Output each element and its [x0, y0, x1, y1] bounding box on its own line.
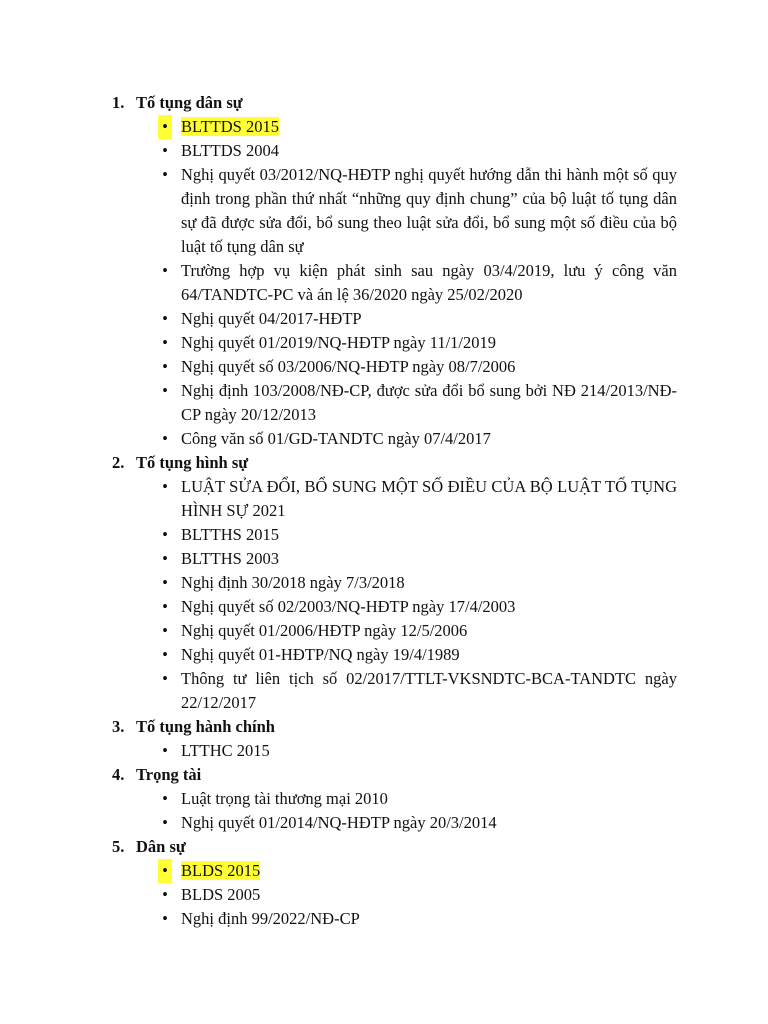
bullet-icon: •: [162, 357, 168, 376]
section-title: Tố tụng dân sự: [136, 93, 243, 112]
section-heading: [0, 835, 768, 859]
section-title: Tố tụng hình sự: [136, 453, 249, 472]
bullet-icon: •: [162, 333, 168, 352]
list-item-text: BLDS 2005: [181, 885, 261, 904]
list-item-text: Luật trọng tài thương mại 2010: [181, 789, 388, 808]
list-item-text: Nghị định 99/2022/NĐ-CP: [181, 909, 360, 928]
list-item: [0, 643, 768, 667]
section-number: 2.: [112, 453, 125, 472]
list-item-text: Nghị quyết 01/2014/NQ-HĐTP ngày 20/3/2014: [181, 813, 497, 832]
list-item: [0, 859, 768, 883]
bullet-icon: •: [162, 261, 168, 280]
list-item: [0, 883, 768, 907]
list-item-text: Nghị quyết 04/2017-HĐTP: [181, 309, 362, 328]
list-item-text: Nghị định 103/2008/NĐ-CP, được sửa đổi bổ sung bởi NĐ 214/2013/NĐ-CP ngày 20/12/2013: [181, 381, 677, 424]
list-item-text: Nghị quyết 01/2006/HĐTP ngày 12/5/2006: [181, 621, 468, 640]
list-item-text: BLDS 2015: [181, 861, 261, 880]
list-item-text: Công văn số 01/GD-TANDTC ngày 07/4/2017: [181, 429, 491, 448]
section-title: Dân sự: [136, 837, 186, 856]
bullet-icon: •: [162, 789, 168, 808]
bullet-icon: •: [162, 165, 168, 184]
bullet-icon: •: [162, 573, 168, 592]
list-item-text: Nghị quyết 03/2012/NQ-HĐTP nghị quyết hướng dẫn thi hành một số quy định trong phần thứ nhất “những quy định chung” của bộ luật tố tụng dân sự đã được sửa đổi, bổ sung theo luật sửa đổi, bổ sung một số điều của bộ luật tố tụng dân sự: [181, 165, 677, 256]
list-item: [0, 163, 768, 259]
bullet-icon: •: [162, 741, 168, 760]
bullet-icon: •: [162, 909, 168, 928]
list-item-text: BLTTHS 2015: [181, 525, 279, 544]
list-item-text: Thông tư liên tịch số 02/2017/TTLT-VKSNDTC-BCA-TANDTC ngày 22/12/2017: [181, 669, 677, 712]
section-number: 3.: [112, 717, 125, 736]
list-item: [0, 259, 768, 307]
list-item: [0, 739, 768, 763]
section-heading: [0, 91, 768, 115]
section-number: 5.: [112, 837, 125, 856]
bullet-icon: •: [158, 859, 172, 883]
list-item: [0, 427, 768, 451]
bullet-icon: •: [162, 309, 168, 328]
bullet-icon: •: [162, 645, 168, 664]
list-item-text: BLTTDS 2004: [181, 141, 279, 160]
bullet-icon: •: [162, 597, 168, 616]
bullet-icon: •: [162, 477, 168, 496]
list-item-text: BLTTHS 2003: [181, 549, 279, 568]
list-item: [0, 619, 768, 643]
list-item: [0, 667, 768, 715]
bullet-icon: •: [162, 429, 168, 448]
bullet-icon: •: [162, 621, 168, 640]
list-item-text: Nghị quyết số 02/2003/NQ-HĐTP ngày 17/4/2003: [181, 597, 516, 616]
list-item: [0, 571, 768, 595]
document-page: [0, 91, 768, 931]
list-item-text: BLTTDS 2015: [181, 117, 279, 136]
list-item: [0, 787, 768, 811]
list-item-text: Nghị quyết 01-HĐTP/NQ ngày 19/4/1989: [181, 645, 460, 664]
bullet-icon: •: [162, 549, 168, 568]
list-item: [0, 331, 768, 355]
list-item-text: LUẬT SỬA ĐỔI, BỔ SUNG MỘT SỐ ĐIỀU CỦA BỘ LUẬT TỐ TỤNG HÌNH SỰ 2021: [181, 477, 677, 520]
section-number: 4.: [112, 765, 125, 784]
list-item-text: Nghị quyết 01/2019/NQ-HĐTP ngày 11/1/2019: [181, 333, 497, 352]
list-item: [0, 907, 768, 931]
list-item: [0, 523, 768, 547]
bullet-icon: •: [158, 115, 172, 139]
list-item-text: Nghị định 30/2018 ngày 7/3/2018: [181, 573, 405, 592]
list-item-text: Nghị quyết số 03/2006/NQ-HĐTP ngày 08/7/2006: [181, 357, 516, 376]
section-heading: [0, 715, 768, 739]
bullet-icon: •: [162, 813, 168, 832]
list-item: [0, 475, 768, 523]
bullet-icon: •: [162, 381, 168, 400]
section-heading: [0, 451, 768, 475]
list-item: [0, 355, 768, 379]
section-heading: [0, 763, 768, 787]
bullet-icon: •: [162, 525, 168, 544]
list-item: [0, 307, 768, 331]
section-title: Trọng tài: [136, 765, 202, 784]
list-item: [0, 115, 768, 139]
section-title: Tố tụng hành chính: [136, 717, 275, 736]
list-item: [0, 139, 768, 163]
list-item: [0, 595, 768, 619]
list-item: [0, 379, 768, 427]
section-number: 1.: [112, 93, 125, 112]
list-item-text: Trường hợp vụ kiện phát sinh sau ngày 03/4/2019, lưu ý công văn 64/TANDTC-PC và án lệ 36/2020 ngày 25/02/2020: [181, 261, 677, 304]
list-item-text: LTTHC 2015: [181, 741, 270, 760]
list-item: [0, 811, 768, 835]
bullet-icon: •: [162, 885, 168, 904]
list-item: [0, 547, 768, 571]
bullet-icon: •: [162, 141, 168, 160]
bullet-icon: •: [162, 669, 168, 688]
